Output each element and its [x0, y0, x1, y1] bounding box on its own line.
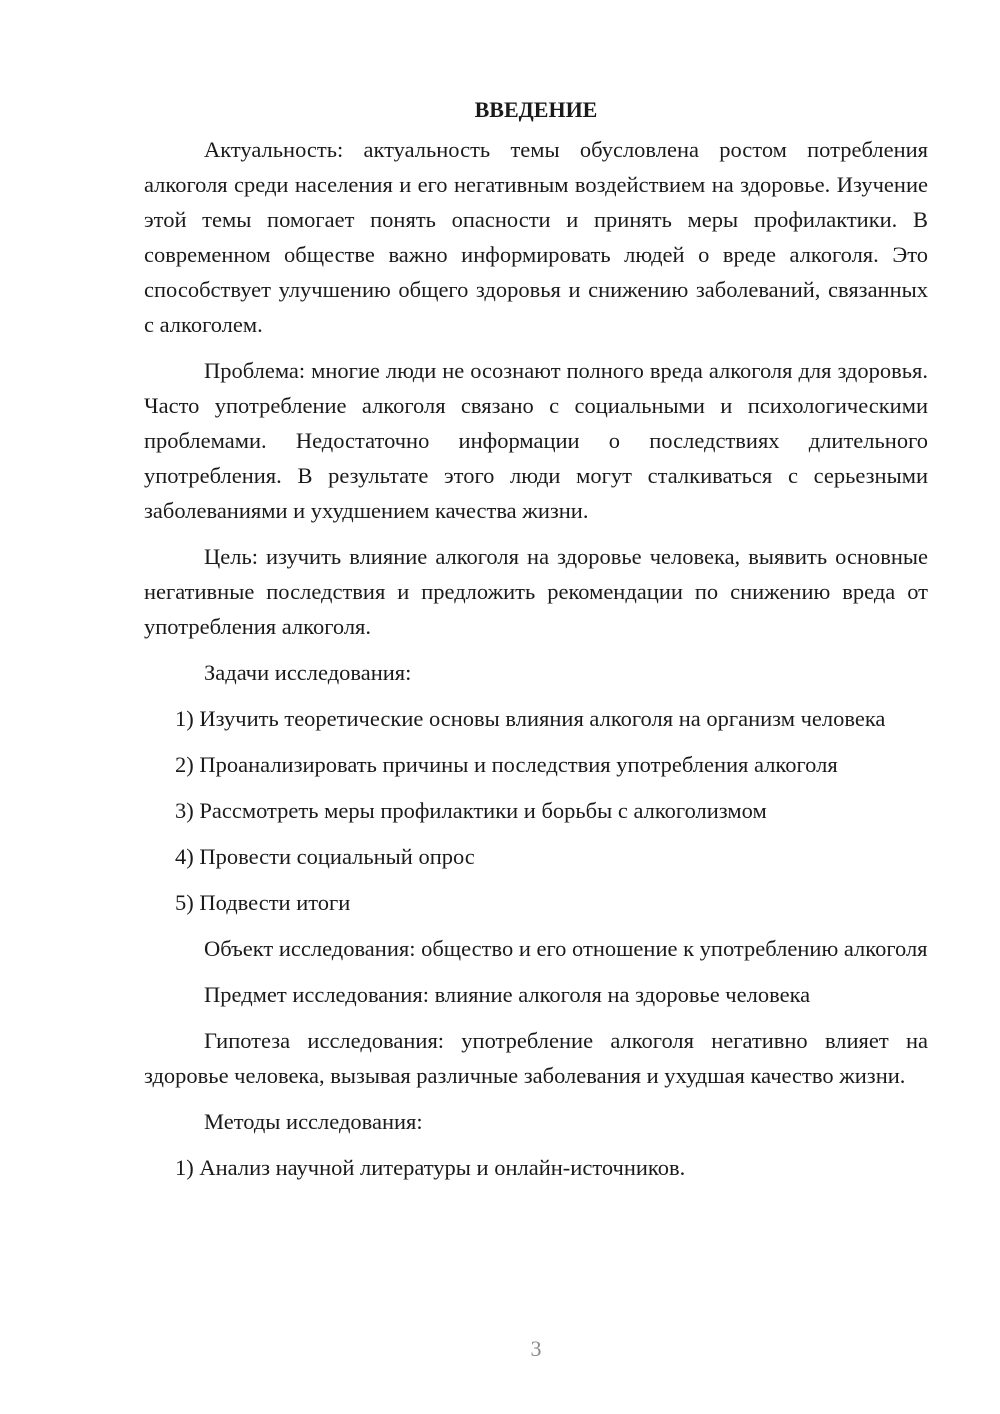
object-paragraph: Объект исследования: общество и его отношение к употреблению алкоголя — [204, 936, 928, 961]
subject-paragraph: Предмет исследования: влияние алкоголя на здоровье человека — [204, 982, 811, 1007]
task-item: 1) Изучить теоретические основы влияния алкоголя на организм человека — [175, 706, 886, 731]
task-item: 3) Рассмотреть меры профилактики и борьбы с алкоголизмом — [175, 798, 767, 823]
goal-paragraph: Цель: изучить влияние алкоголя на здоровье человека, выявить основные негативные последствия и предложить рекомендации по снижению вреда от употребления алкоголя. — [144, 544, 928, 639]
task-item: 2) Проанализировать причины и последствия употребления алкоголя — [175, 752, 838, 777]
page-content — [144, 92, 928, 1185]
problem-paragraph: Проблема: многие люди не осознают полного вреда алкоголя для здоровья. Часто употребление алкоголя связано с социальными и психологическими проблемами. Недостаточно информации о последствиях длительного употребления. В результате этого люди могут сталкиваться с серьезными заболеваниями и ухудшением качества жизни. — [144, 358, 928, 523]
section-heading: ВВЕДЕНИЕ — [474, 97, 598, 122]
hypothesis-paragraph: Гипотеза исследования: употребление алкоголя негативно влияет на здоровье человека, вызывая различные заболевания и ухудшая качество жизни. — [144, 1028, 928, 1088]
method-item: 1) Анализ научной литературы и онлайн-источников. — [175, 1155, 686, 1180]
relevance-paragraph: Актуальность: актуальность темы обусловлена ростом потребления алкоголя среди населения и его негативным воздействием на здоровье. Изучение этой темы помогает понять опасности и принять меры профилактики. В современном обществе важно информировать людей о вреде алкоголя. Это способствует улучшению общего здоровья и снижению заболеваний, связанных с алкоголем. — [144, 137, 928, 337]
methods-title: Методы исследования: — [204, 1109, 423, 1134]
tasks-title: Задачи исследования: — [204, 660, 412, 685]
task-item: 4) Провести социальный опрос — [175, 844, 475, 869]
page-number: 3 — [530, 1336, 542, 1361]
task-item: 5) Подвести итоги — [175, 890, 351, 915]
